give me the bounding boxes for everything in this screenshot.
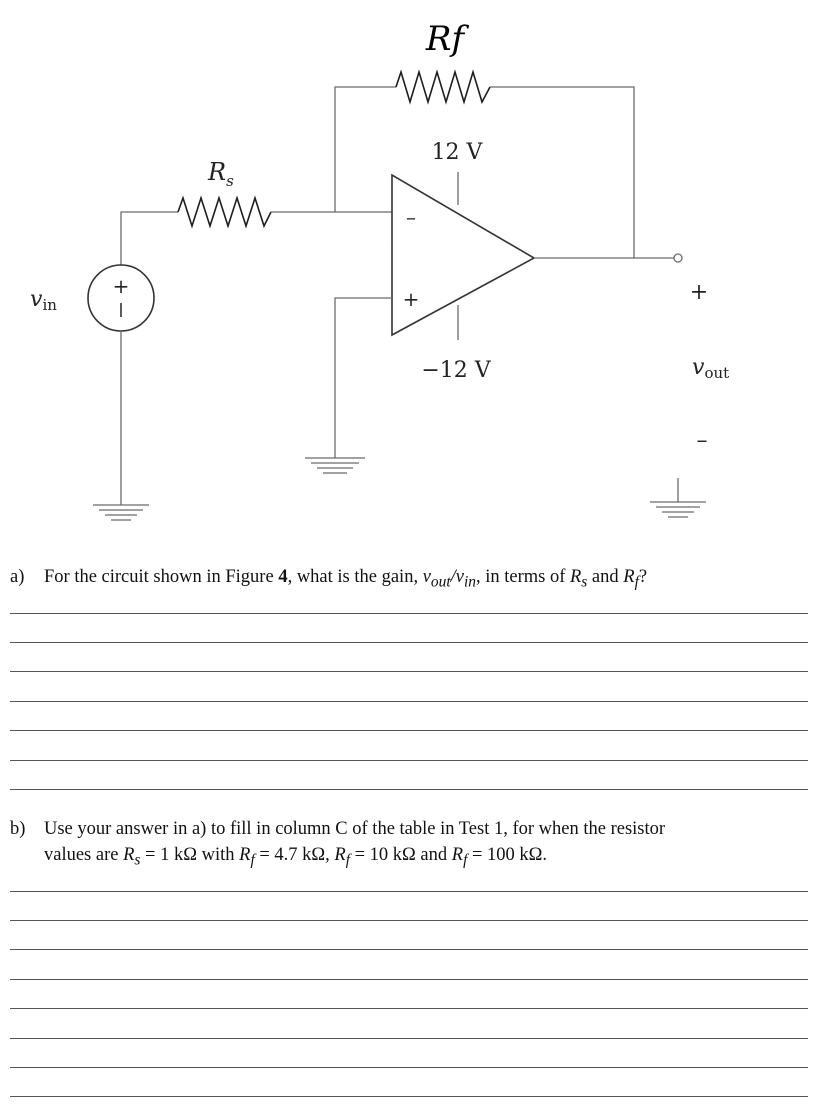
question-b-rf-2: R (334, 845, 346, 865)
question-b-rf-2-sub: f (345, 851, 350, 869)
question-a-vin-sub: in (463, 573, 476, 591)
source-to-rs-wire (121, 212, 178, 265)
question-a-rs: R (569, 567, 582, 587)
ground-symbol-right (650, 502, 706, 517)
answer-line-b-6[interactable] (10, 1038, 808, 1039)
source-plus-sign: + (112, 274, 130, 298)
question-b-letter: b) (10, 819, 26, 839)
positive-supply-label: 12 V (431, 140, 483, 165)
question-b-rf-3-sub: f (463, 851, 468, 869)
question-b-rs: R (123, 845, 135, 865)
question-b-rf-1-value: = 4.7 kΩ, (254, 845, 335, 865)
question-a-rf-sub: f (634, 573, 639, 591)
question-b-rf-1-sub: f (250, 851, 255, 869)
question-a-slash: / (450, 567, 456, 587)
question-a-vin: v (455, 567, 464, 587)
question-a-text-3: , in terms of (475, 567, 570, 587)
question-a-vout-sub: out (430, 573, 451, 591)
answer-line-a-4[interactable] (10, 701, 808, 702)
question-a-text-1: For the circuit shown in Figure (44, 567, 279, 587)
answer-line-b-3[interactable] (10, 949, 808, 950)
rf-resistor-symbol (396, 72, 490, 102)
feedback-wire-right (490, 87, 634, 258)
vin-label: vin (30, 287, 57, 314)
question-b-line-1-text: Use your answer in a) to fill in column C of the table in Test 1, for when the resistor (44, 819, 666, 839)
question-a-rf: R (623, 567, 635, 587)
op-amp-noninverting-sign: + (402, 287, 420, 311)
question-b-line-1 (10, 816, 810, 842)
question-a-text-2: , what is the gain, (287, 567, 423, 587)
question-a-text-5: ? (638, 567, 648, 587)
question-b-rf-2-value: = 10 kΩ and (350, 845, 452, 865)
question-b-rf-1: R (239, 845, 251, 865)
rs-resistor-symbol (178, 198, 271, 226)
answer-line-a-7[interactable] (10, 789, 808, 790)
answer-line-b-5[interactable] (10, 1008, 808, 1009)
question-b-rs-value: = 1 kΩ with (140, 845, 240, 865)
question-b-rf-3: R (451, 845, 464, 865)
negative-supply-label: −12 V (421, 358, 491, 383)
answer-line-a-3[interactable] (10, 671, 808, 672)
noninverting-input-wire (335, 298, 392, 458)
vout-minus-sign: – (696, 428, 708, 453)
question-b (10, 816, 810, 874)
question-b-rs-sub: s (134, 851, 141, 869)
feedback-wire-left (335, 87, 396, 212)
question-b-text-1: values are (44, 845, 124, 865)
question-a-vout: v (422, 567, 431, 587)
rf-handwritten-label: Rf (425, 19, 465, 59)
answer-line-a-6[interactable] (10, 760, 808, 761)
answer-line-b-2[interactable] (10, 920, 808, 921)
op-amp-inverting-sign: – (406, 205, 416, 229)
output-terminal (674, 254, 682, 262)
question-a-rs-sub: s (581, 573, 588, 591)
answer-line-a-5[interactable] (10, 730, 808, 731)
op-amp-triangle (392, 175, 534, 335)
question-a-letter: a) (10, 567, 25, 587)
question-b-line-2 (10, 842, 810, 874)
vout-plus-sign: + (689, 280, 709, 305)
question-a-figure-number: 4 (278, 567, 288, 587)
answer-line-b-1[interactable] (10, 891, 808, 892)
answer-line-b-7[interactable] (10, 1067, 808, 1068)
question-a (10, 564, 810, 596)
answer-line-a-2[interactable] (10, 642, 808, 643)
ground-symbol-left (93, 505, 149, 520)
ground-symbol-middle (305, 458, 365, 473)
answer-line-a-1[interactable] (10, 613, 808, 614)
answer-line-b-4[interactable] (10, 979, 808, 980)
question-b-rf-3-value: = 100 kΩ. (467, 845, 548, 865)
vout-label: vout (692, 355, 730, 382)
question-a-text-4: and (587, 567, 624, 587)
rs-label: $R_s$ (208, 158, 234, 190)
answer-line-b-8[interactable] (10, 1096, 808, 1097)
inverting-amplifier-circuit-diagram (0, 0, 824, 540)
